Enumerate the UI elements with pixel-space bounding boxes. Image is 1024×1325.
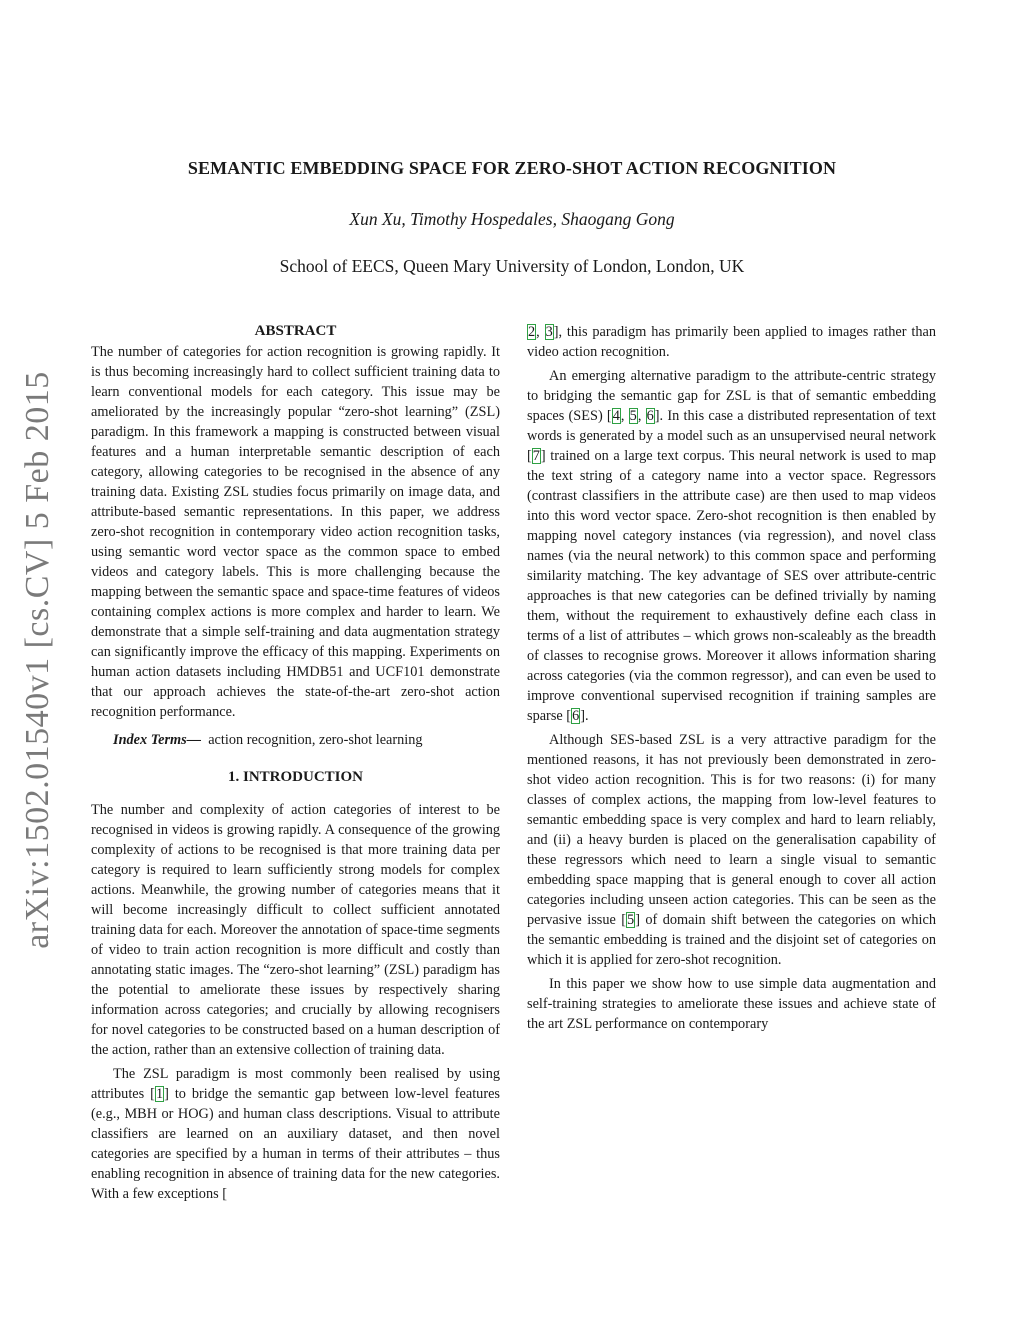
abstract-heading: ABSTRACT [254,323,337,339]
paper-title: SEMANTIC EMBEDDING SPACE FOR ZERO-SHOT ACTION RECOGNITION [187,158,837,178]
citation-link[interactable]: 7 [532,448,540,464]
intro-paragraph-3: An emerging alternative paradigm to the attribute-centric strategy to bridging the semantic gap for ZSL is that of semantic embedding spaces (SES) [4, 5, 6]. In this case a distributed representation of text words is generated by a model such as an unsupervised neural network [7] trained on a large text corpus. This neural network is used to map the text string of a category name into a vector space. Regressors (contrast classifiers in the attribute case) are then used to map videos into this word vector space. Zero-shot recognition is then enabled by mapping novel category instances (via regression), and novel class names (via the neural network) to this common space and performing similarity matching. The key advantage of SES over attribute-centric approaches is that new categories can be defined trivially by naming them, without the requirement to exhaustively define each class in terms of a list of attributes – which grows non-scaleably as the breadth of classes to recognise grows. Moreover it allows information sharing across categories (via the common regressor), and can even be used to improve conventional supervised recognition if training samples are sparse [6]. [527,368,936,724]
intro-paragraph-1: The number and complexity of action categories of interest to be recognised in videos is growing rapidly. A consequence of the growing complexity of actions to be recognised is that more training data per category is required to learn sufficiently strong models for complex actions. Meanwhile, the growing number of categories means that it will become increasingly difficult to collect sufficient annotated training data for each. Moreover the annotation of space-time segments of video to train action recognition is more difficult and costly than annotating static images. The “zero-shot learning” (ZSL) paradigm has the potential to ameliorate these issues by respectively sharing information across categories; and crucially by allowing recognisers for novel categories to be constructed based on a human description of the action, rather than an extensive collection of training data. [91,802,500,1058]
intro-paragraph-2-continued: 2, 3], this paradigm has primarily been applied to images rather than video action recognition. [527,324,936,360]
citation-link[interactable]: 3 [545,324,553,340]
arxiv-identifier-stamp [18,360,58,960]
intro-paragraph-2-continued-left: ] to bridge the semantic gap between low-level features (e.g., MBH or HOG) and human class descriptions. Visual to attribute classifiers are learned on an auxiliary dataset, and then novel categories are specified by a human in terms of their attributes – thus enabling recognition in absence of training data for the new categories. With a few exceptions [ [91,1086,500,1202]
left-column [91,320,500,1204]
citation-link[interactable]: 5 [629,408,637,424]
index-terms-label: Index Terms— [113,732,202,748]
paper-affiliation: School of EECS, Queen Mary University of London, London, UK [279,256,745,276]
citation-link[interactable]: 6 [646,408,654,424]
paper-authors: Xun Xu, Timothy Hospedales, Shaogang Gong [349,209,675,229]
intro-paragraph-5: In this paper we show how to use simple data augmentation and self-training strategies to ameliorate these issues and achieve state of the art ZSL performance on contemporary [527,976,936,1032]
right-column [527,322,936,1034]
arxiv-identifier-text: arXiv:1502.01540v1 [cs.CV] 5 Feb 2015 [19,371,56,949]
citation-link[interactable]: 1 [155,1086,164,1102]
citation-link[interactable]: 4 [612,408,620,424]
intro-paragraph-2: The ZSL paradigm is most commonly been realised by using attributes [1] to bridge the semantic gap between low-level features (e.g., MBH or HOG) and human class descriptions. Visual to attribute classifiers are learned on an auxiliary dataset, and then novel categories are specified by a human in terms of their attributes – thus enabling recognition in absence of training data for the new categories. With a few exceptions [ [91,1066,500,1202]
abstract-text: The number of categories for action recognition is growing rapidly. It is thus becoming increasingly hard to collect sufficient training data to learn conventional models for each category. This issue may be ameliorated by the increasingly popular “zero-shot learning” (ZSL) paradigm. In this framework a mapping is constructed between visual features and a human interpretable semantic description of each category, allowing categories to be recognised in the absence of any training data. Existing ZSL studies focus primarily on image data, and attribute-based semantic representations. In this paper, we address zero-shot recognition in contemporary video action recognition tasks, using semantic word vector space as the common space to embed videos and category labels. This is more challenging because the mapping between the semantic space and space-time features of videos containing complex actions is more complex and harder to learn. We demonstrate that a simple self-training and data augmentation strategy can significantly improve the efficacy of this mapping. Experiments on human action datasets including HMDB51 and UCF101 demonstrate that our approach achieves the state-of-the-art zero-shot action recognition performance. [91,344,500,720]
intro-paragraph-4: Although SES-based ZSL is a very attractive paradigm for the mentioned reasons, it has not previously been demonstrated in zero-shot video action recognition. This is for two reasons: (i) for many classes of complex actions, the mapping from low-level features to semantic embedding space is very complex and hard to learn reliably, and (ii) a heavy burden is placed on the generalisation capability of these regressors which need to learn a single visual to semantic embedding space mapping that is general enough to cover all action categories including unseen action categories. This can be seen as the pervasive issue [5] of domain shift between the categories on which the semantic embedding is trained and the disjoint set of categories on which it is applied for zero-shot recognition. [527,732,936,968]
citation-link[interactable]: 6 [572,708,580,724]
index-terms [91,730,500,750]
citation-link[interactable]: 5 [627,912,635,928]
introduction-heading: 1. INTRODUCTION [227,769,363,785]
index-terms-text: action recognition, zero-shot learning [208,732,423,748]
citation-link[interactable]: 2 [528,324,536,340]
